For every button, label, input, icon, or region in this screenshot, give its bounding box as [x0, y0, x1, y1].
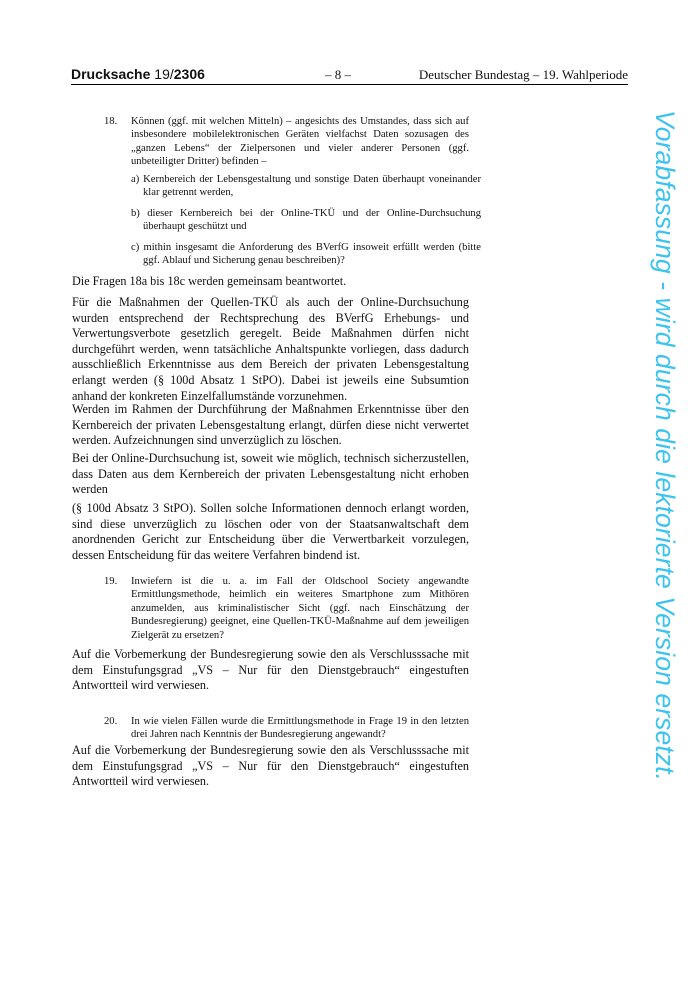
- answer-19: Auf die Vorbemerkung der Bundesregierung sowie den als Verschlusssache mit dem Einstufungsgrad „VS – Nur für den Dienstgebrauch“ eingestuften Antwortteil wird verwiesen.: [72, 647, 469, 693]
- doc-number-prefix: 19/: [154, 66, 174, 82]
- question-18c: c) mithin insgesamt die Anforderung des BVerfG insoweit erfüllt werden (bitte ggf. Ablauf und Sicherung genau beschreiben)?: [131, 242, 481, 267]
- draft-watermark: Vorabfassung - wird durch die lektorierte Version ersetzt.: [650, 110, 680, 782]
- question-18b: b) dieser Kernbereich bei der Online-TKÜ und der Online-Durchsuchung überhaupt geschützt und: [131, 208, 481, 233]
- doc-label: Drucksache: [71, 66, 151, 82]
- question-19-number: 19.: [104, 576, 118, 587]
- question-20-text: In wie vielen Fällen wurde die Ermittlungsmethode in Frage 19 in den letzten drei Jahren nach Kenntnis der Bundesregierung angewandt?: [131, 716, 469, 741]
- question-18a: a) Kernbereich der Lebensgestaltung und sonstige Daten überhaupt voneinander klar getrennt werden,: [131, 174, 481, 199]
- document-id: [71, 66, 205, 82]
- answer-20: Auf die Vorbemerkung der Bundesregierung sowie den als Verschlusssache mit dem Einstufungsgrad „VS – Nur für den Dienstgebrauch“ eingestuften Antwortteil wird verwiesen.: [72, 743, 469, 789]
- doc-number: 2306: [173, 66, 205, 82]
- page-number: – 8 –: [325, 67, 351, 82]
- answer-18-paragraph-2: Werden im Rahmen der Durchführung der Maßnahmen Erkenntnisse über den Kernbereich der privaten Lebensgestaltung erlangt, dürfen diese nicht verwertet werden. Aufzeichnungen sind unverzüglich zu löschen.: [72, 402, 469, 448]
- answer-18-paragraph-1: Für die Maßnahmen der Quellen-TKÜ als auch der Online-Durchsuchung wurden entsprechend der Rechtsprechung des BVerfG Erhebungs- und Verwertungsverbote gesetzlich geregelt. Beide Maßnahmen dürfen nicht durchgeführt werden, wenn tatsächliche Anhaltspunkte vorliegen, dass dadurch ausschließlich Erkenntnisse aus dem Bereich der privaten Lebensgestaltung erlangt werden (§ 100d Absatz 1 StPO). Dabei ist jeweils eine Subsumtion anhand der konkreten Einzelfallumstände vorzunehmen.: [72, 295, 469, 403]
- question-18-number: 18.: [104, 116, 118, 127]
- answer-18-paragraph-4: (§ 100d Absatz 3 StPO). Sollen solche Informationen dennoch erlangt worden, sind diese unverzüglich zu löschen oder von der Staatsanwaltschaft dem anordnenden Gericht zur Entscheidung über die Verwertbarkeit vorzulegen, dessen Entscheidung für das weitere Verfahren bindend ist.: [72, 501, 469, 562]
- answer-18-paragraph-3: Bei der Online-Durchsuchung ist, soweit wie möglich, technisch sicherzustellen, dass Daten aus dem Kernbereich der privaten Lebensgestaltung nicht erhoben werden: [72, 451, 469, 497]
- page-header: [71, 66, 628, 85]
- question-18-text: Können (ggf. mit welchen Mitteln) – angesichts des Umstandes, dass sich auf insbesondere mobilelektronischen Geräten vielfachst Daten sozusagen des „ganzen Lebens“ der Zielpersonen und vieler anderer Personen (ggf. unbeteiligter Dritter) befinden –: [131, 116, 469, 168]
- question-19-text: Inwiefern ist die u. a. im Fall der Oldschool Society angewandte Ermittlungsmethode, heimlich ein weiteres Smartphone zum Mithören anzumelden, aus kriminalistischer Sicht (ggf. nach Einschätzung der Bundesregierung) geeignet, eine Quellen-TKÜ-Maßnahme auf dem jeweiligen Zielgerät zu ersetzen?: [131, 576, 469, 641]
- publisher: Deutscher Bundestag – 19. Wahlperiode: [418, 67, 628, 82]
- question-20-number: 20.: [104, 716, 118, 727]
- answer-18-intro: Die Fragen 18a bis 18c werden gemeinsam beantwortet.: [72, 274, 347, 288]
